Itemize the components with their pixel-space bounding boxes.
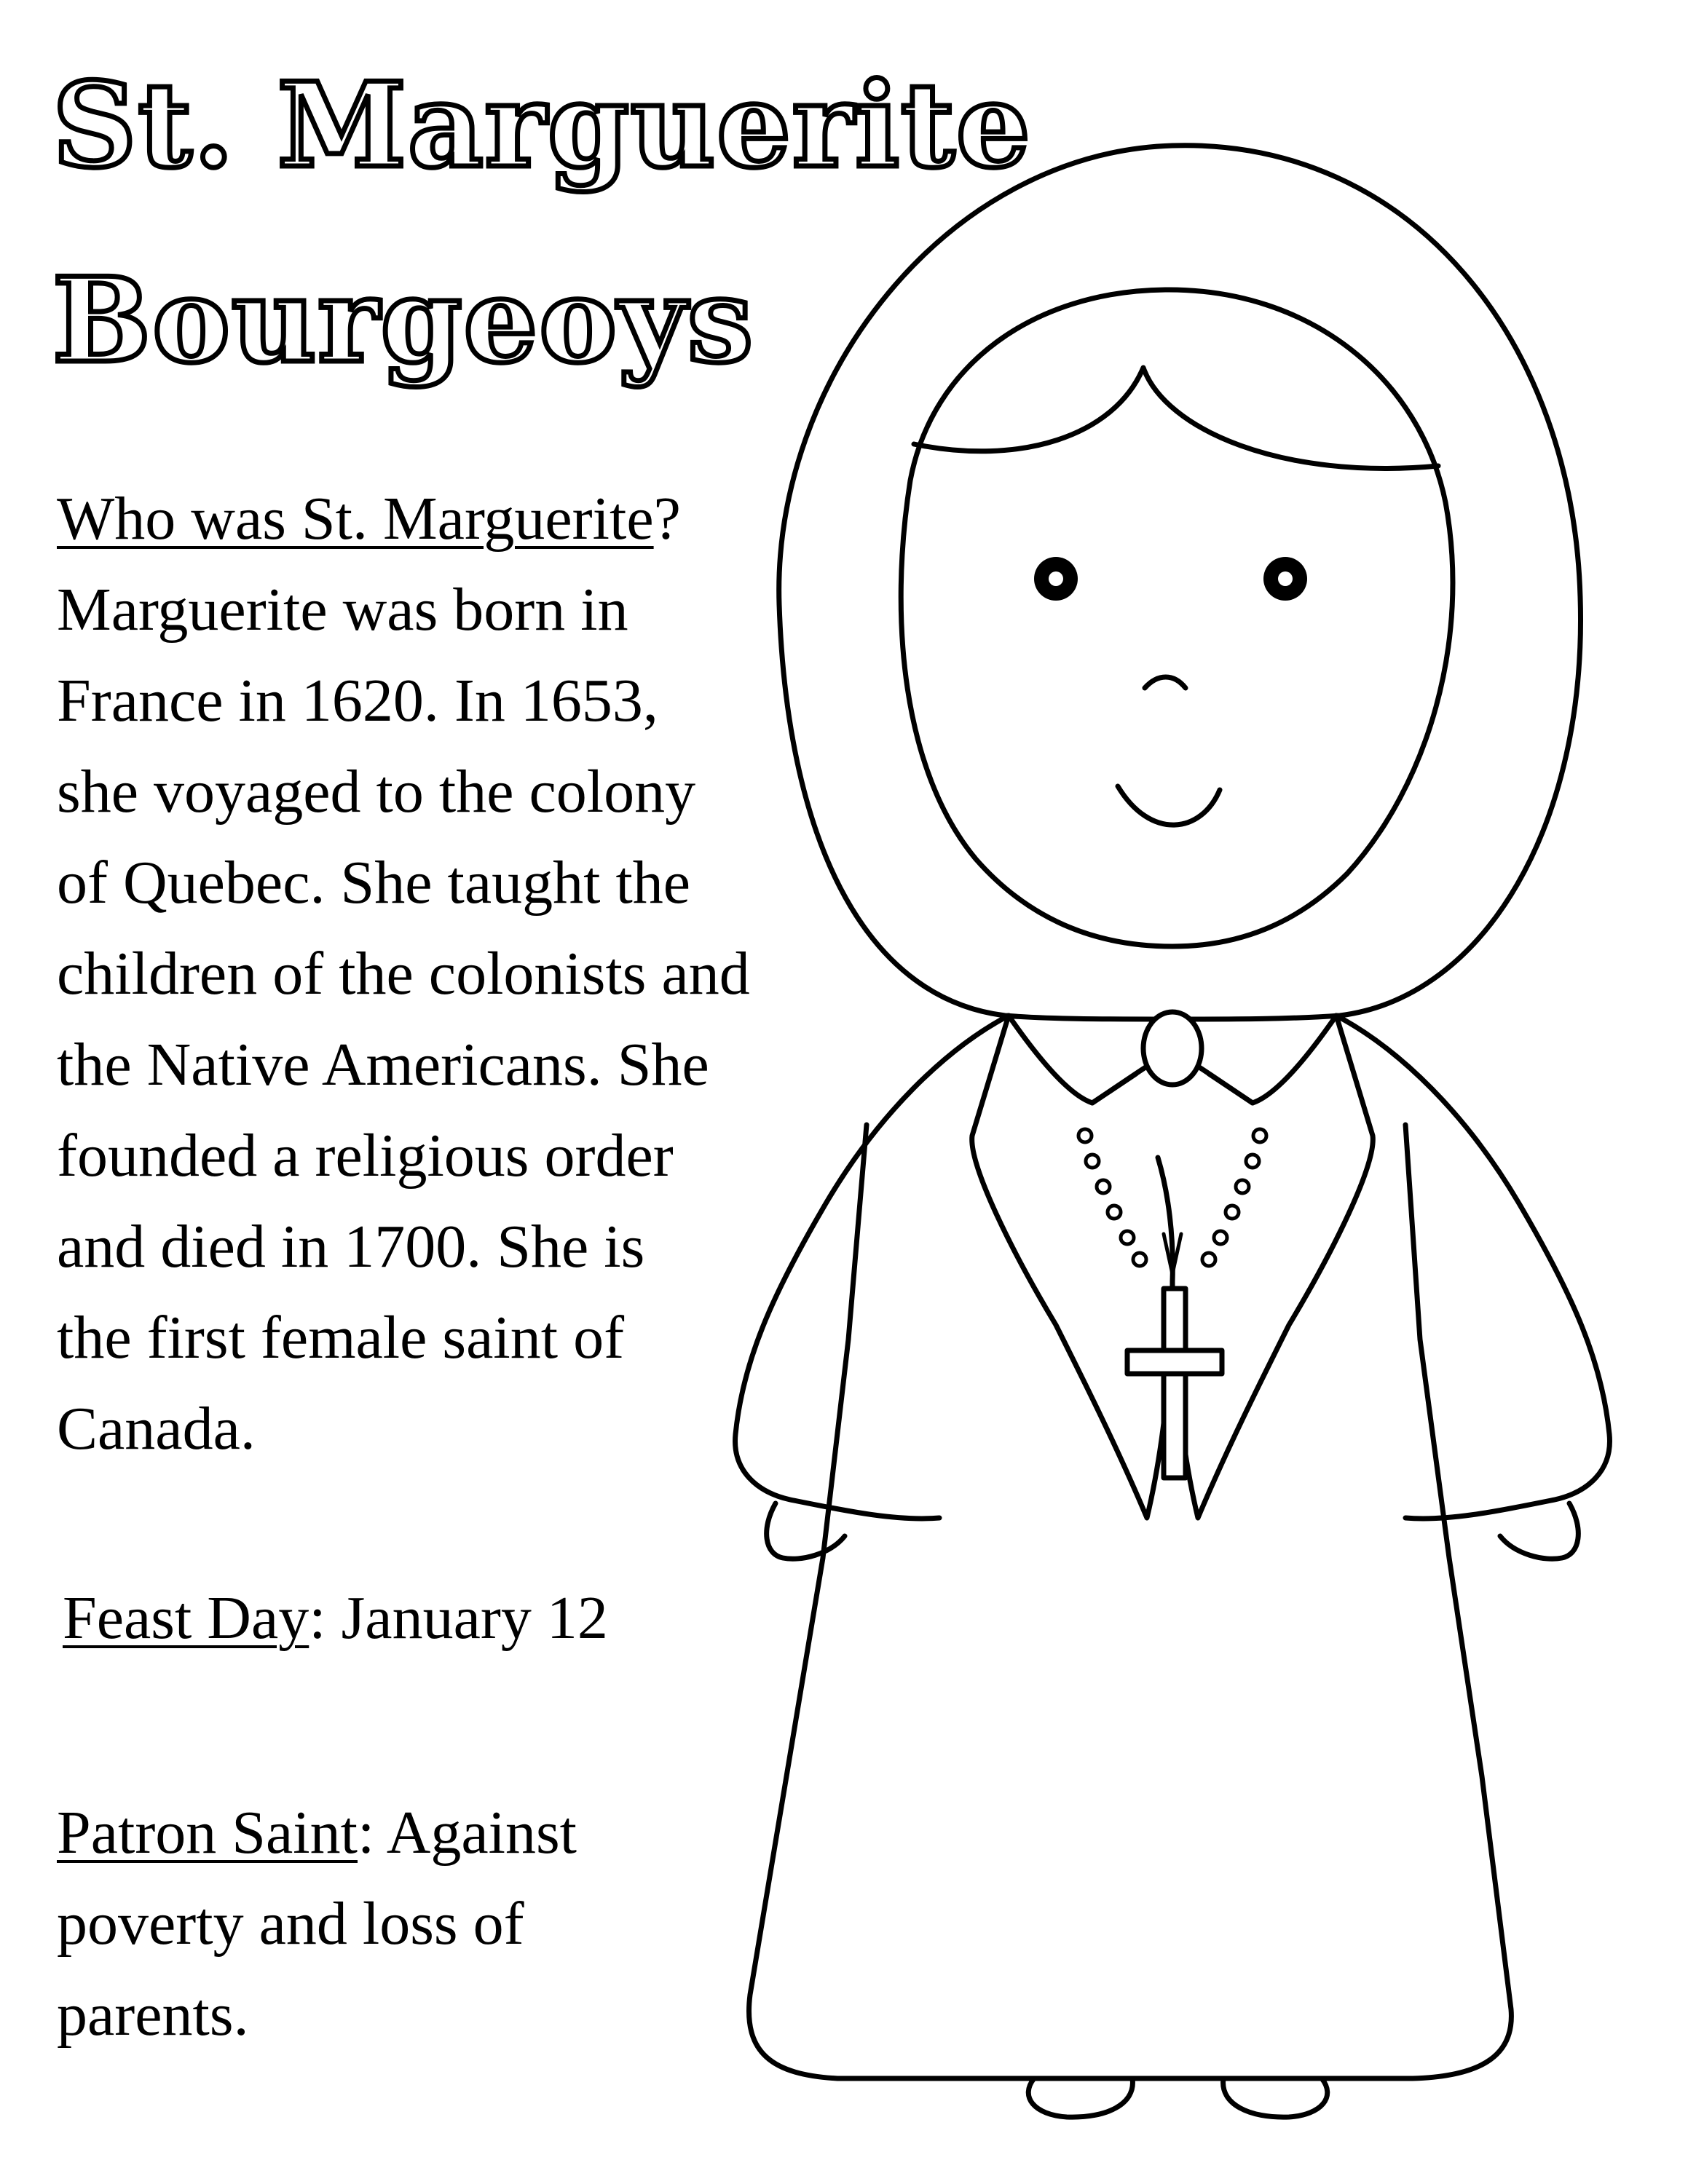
biography-line: the first female saint of	[57, 1304, 625, 1372]
patron-saint-value-start: : Against	[358, 1799, 577, 1867]
right-hand	[1500, 1503, 1578, 1559]
feast-day-section	[63, 1572, 608, 1663]
right-arm	[1336, 1016, 1609, 1519]
biography-line: Canada.	[57, 1395, 256, 1463]
biography-heading: Who was St. Marguerite	[57, 485, 654, 553]
page-title-line-1: St. Marguerite	[52, 57, 1032, 194]
biography-line: and died in 1700. She is	[57, 1213, 645, 1281]
smile	[1118, 786, 1220, 825]
nose	[1145, 677, 1186, 688]
biography-line: she voyaged to the colony	[57, 758, 696, 826]
biography-heading-punct: ?	[653, 485, 681, 553]
left-foot	[1028, 2078, 1132, 2117]
patron-saint-line-2: poverty and loss of	[57, 1890, 524, 1958]
feast-day-label: Feast Day	[63, 1584, 309, 1652]
left-hand	[767, 1503, 845, 1559]
page-title-line-2: Bourgeoys	[52, 252, 755, 389]
biography-line: of Quebec. She taught the	[57, 849, 691, 917]
left-eye	[1034, 557, 1078, 601]
biography-section	[57, 473, 872, 1474]
hair-line	[914, 368, 1438, 468]
cross-pendant	[1127, 1289, 1222, 1478]
feast-day-value: : January 12	[309, 1584, 608, 1652]
brooch	[1143, 1012, 1202, 1085]
biography-line: the Native Americans. She	[57, 1031, 709, 1099]
biography-line: children of the colonists and	[57, 940, 750, 1008]
right-eye	[1263, 557, 1307, 601]
biography-line: France in 1620. In 1653,	[57, 667, 658, 735]
biography-line: founded a religious order	[57, 1122, 674, 1190]
right-foot	[1223, 2078, 1328, 2117]
patron-saint-label: Patron Saint	[57, 1799, 358, 1867]
patron-saint-line-3: parents.	[57, 1981, 249, 2049]
patron-saint-line-1	[57, 1787, 785, 1878]
biography-line: Marguerite was born in	[57, 576, 628, 644]
patron-saint-section	[57, 1787, 785, 2060]
face-outline	[901, 290, 1453, 946]
biography-heading-line	[57, 473, 872, 564]
